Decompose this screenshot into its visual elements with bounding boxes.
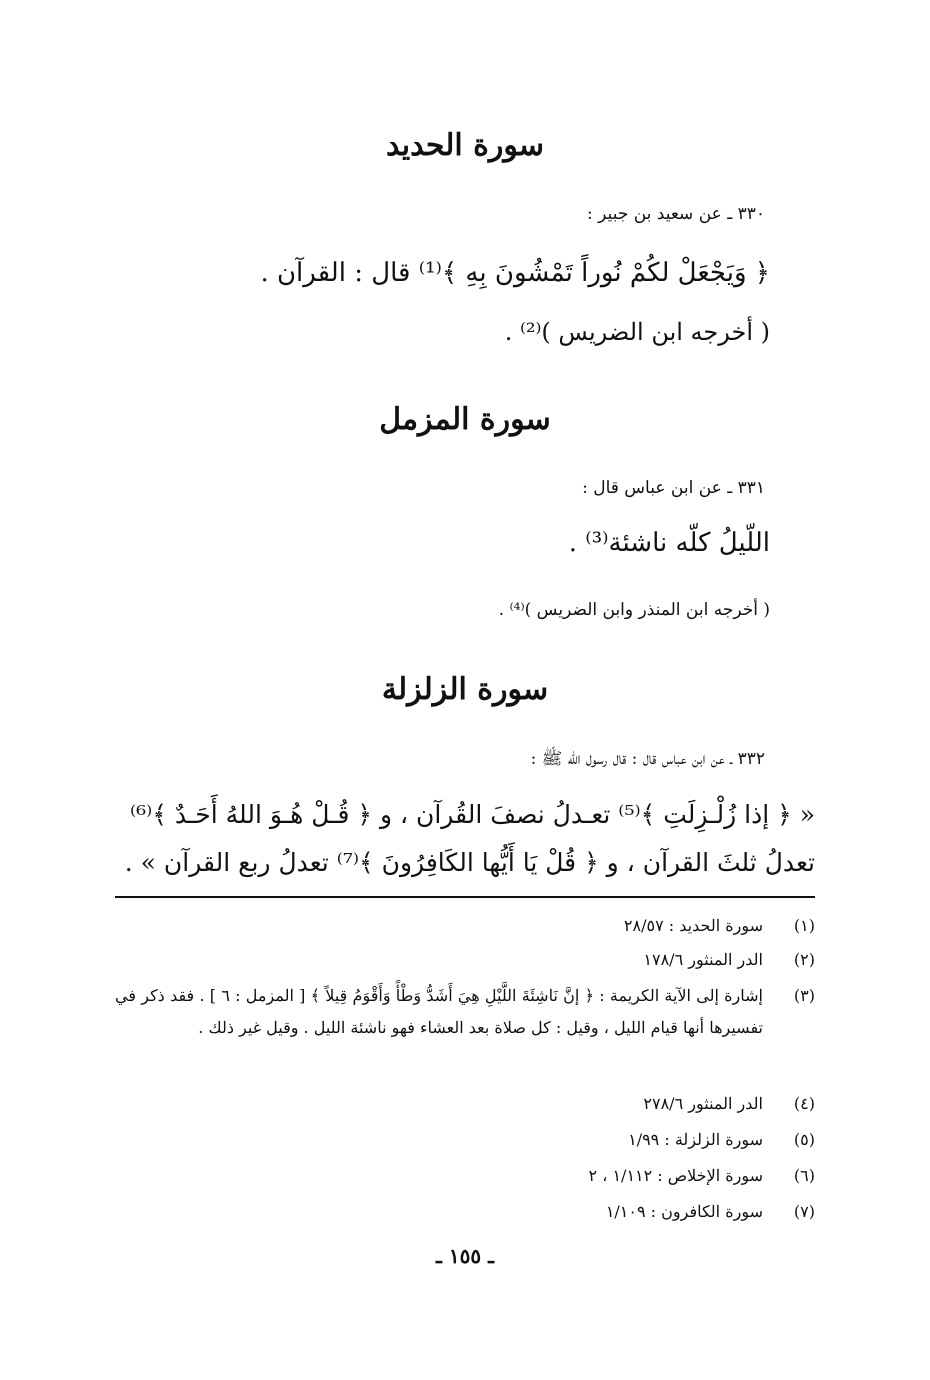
- footnote-6: [115, 1160, 815, 1192]
- hadith-header-330: ٣٣٠ ـ عن سعيد بن جبير :: [587, 204, 765, 224]
- hadith-text-330: ﴿ وَيَجْعَلْ لكُمْ نُوراً تَمْشُونَ بِهِ ﴾⁽¹⁾ قال : القرآن .: [260, 258, 770, 288]
- footnote-number: (٣): [793, 986, 815, 1005]
- footnote-number: (٦): [793, 1166, 815, 1185]
- footnote-2: [115, 944, 815, 976]
- footnote-text: سورة الكافرون : ١/١٠٩: [605, 1202, 763, 1221]
- surah-title-hadid: سورة الحديد: [386, 128, 544, 163]
- footnote-text: سورة الإخلاص : ١/١١٢ ، ٢: [588, 1166, 763, 1185]
- footnote-number: (٢): [793, 950, 815, 969]
- hadith-text-331: اللّيلُ كلّه ناشئة⁽³⁾ .: [568, 528, 770, 558]
- hadith-text-332-line1: « ﴿ إذا زُلْـزِلَتِ ﴾⁽⁵⁾ تعـدلُ نصفَ القُرآن ، و ﴿ قُـلْ هُـوَ اللهُ أَحَـدٌ ﴾⁽⁶⁾: [129, 800, 815, 829]
- hadith-header-332: ٣٣٢ ـ عن ابن عباس قال : قال رسول الله ﷺ :: [530, 749, 765, 769]
- footnote-text: الدر المنثور ٢٧٨/٦: [643, 1094, 763, 1113]
- hadith-header-331: ٣٣١ ـ عن ابن عباس قال :: [582, 478, 765, 498]
- surah-title-muzzammil: سورة المزمل: [379, 402, 551, 437]
- footnote-number: (٤): [793, 1094, 815, 1113]
- page-number: ـ ١٥٥ ـ: [436, 1244, 494, 1268]
- footnote-text: إشارة إلى الآية الكريمة : ﴿ إنَّ نَاشِئَةَ اللَّيْلِ هِيَ أَشَدُّ وَطْأً وَأَقْوَمُ قِيلاً ﴾ [ المزمل : ٦ ] . فقد ذكر في تفسيرها أنها قيام الليل ، وقيل : كل صلاة بعد العشاء فهو ناشئة الليل . وقيل غير ذلك .: [115, 986, 764, 1037]
- footnote-1: [115, 910, 815, 942]
- footnote-text: سورة الحديد : ٢٨/٥٧: [623, 916, 763, 935]
- footnote-text: الدر المنثور ١٧٨/٦: [643, 950, 763, 969]
- footnote-7: [115, 1196, 815, 1228]
- surah-title-zalzala: سورة الزلزلة: [381, 672, 549, 707]
- footnote-number: (١): [793, 916, 815, 935]
- hadith-source-330: ( أخرجه ابن الضريس )⁽²⁾ .: [504, 318, 770, 346]
- footnote-5: [115, 1124, 815, 1156]
- footnote-3: [115, 980, 815, 1080]
- footnote-separator: [115, 896, 815, 898]
- footnote-text: سورة الزلزلة : ١/٩٩: [628, 1130, 763, 1149]
- footnote-number: (٥): [793, 1130, 815, 1149]
- hadith-text-332-line2: تعدلُ ثلثَ القرآن ، و ﴿ قُلْ يَا أَيُّها الكَافِرُونَ ﴾⁽⁷⁾ تعدلُ ربع القرآن » .: [124, 848, 815, 877]
- footnote-number: (٧): [793, 1202, 815, 1221]
- footnote-4: [115, 1088, 815, 1120]
- hadith-source-331: ( أخرجه ابن المنذر وابن الضريس )⁽⁴⁾ .: [498, 600, 770, 620]
